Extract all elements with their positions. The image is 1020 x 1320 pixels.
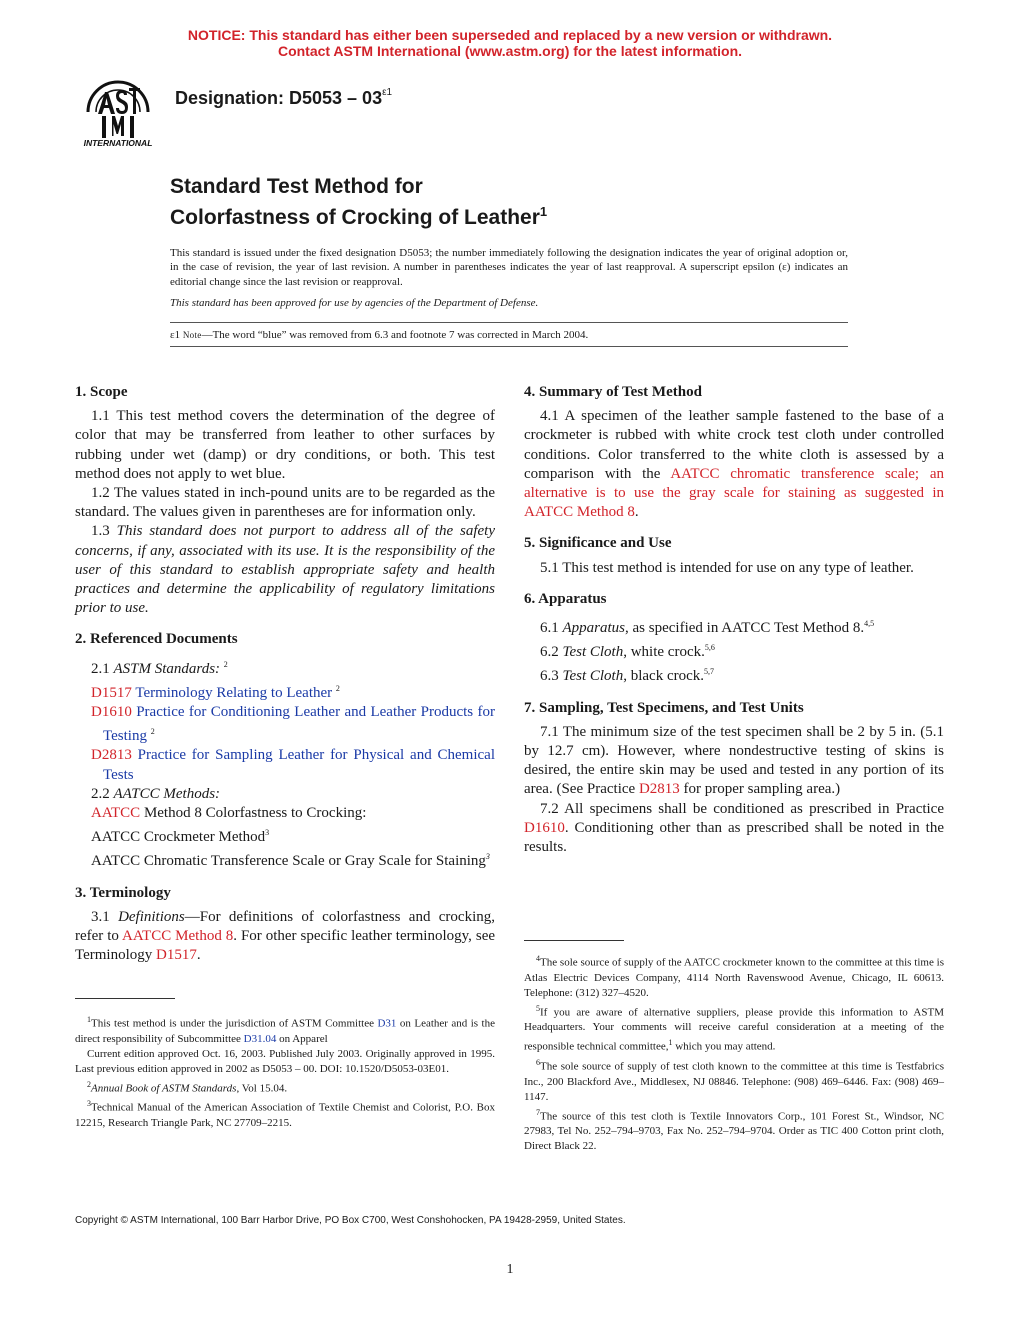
section-1-3-text: This standard does not purport to address all of the safety concerns, if any, associated with its use. It is the responsibility of the user of this standard to establish appropriate safety and health practices and determine the applicability of regulatory limitations prior to use. [75, 523, 496, 617]
left-column [75, 383, 495, 965]
ref-fn: 2 [335, 683, 340, 693]
section-3-1-text-b: . For other specific leather terminology, see Terminology [75, 928, 496, 964]
footnote-1-text-a: This test method is under the jurisdiction of ASTM Committee [91, 1017, 374, 1030]
section-1-1: 1.1 This test method covers the determination of the degree of color that may be transferred from leather to other surfaces by rubbing under wet (damp) or dry conditions, or both. This test method does not apply to wet blue. [75, 408, 495, 482]
section-3-1-num: 3.1 [91, 908, 110, 925]
d2813-link[interactable]: D2813 [638, 781, 680, 798]
section-3-1-term: Definitions [118, 908, 185, 925]
section-2-2-label: AATCC Methods: [113, 785, 221, 802]
item-term: Test Cloth [562, 668, 624, 685]
footnote-3 [75, 1096, 495, 1131]
ref-item[interactable] [75, 679, 495, 703]
footnote-rule-left [75, 998, 175, 999]
title-footnote-ref: 1 [539, 204, 548, 219]
astm-logo-icon [76, 74, 160, 148]
title-line-2 [170, 199, 547, 230]
section-3-1-text-c: . [196, 947, 201, 964]
footnote-5-num: 5 [536, 1003, 540, 1013]
footnote-1-text-c: on Apparel [279, 1032, 328, 1045]
section-6-3 [524, 662, 944, 686]
aatcc-method-8-link[interactable]: AATCC Method 8 [122, 928, 234, 945]
section-5-1: 5.1 This test method is intended for use on any type of leather. [540, 559, 914, 576]
section-7-1-text-b: for proper sampling area.) [683, 781, 841, 798]
section-7-2-text-b: . Conditioning other than as prescribed shall be noted in the results. [524, 819, 944, 856]
title-line-1: Standard Test Method for [170, 175, 423, 198]
section-7-2 [524, 800, 944, 858]
section-7-1-text-a: 7.1 The minimum size of the test specimen shall be 2 by 5 in. (5.1 by 12.7 cm). However, where nondestructive testing of skins is desired, the entire skin may be used and tested in any portion of its area. (See Practice [524, 723, 944, 798]
right-column [524, 383, 944, 857]
d1610-link[interactable]: D1610 [524, 819, 565, 836]
section-6-1 [524, 614, 944, 638]
footnote-7 [524, 1105, 944, 1155]
aatcc-scale-link[interactable]: AATCC chromatic transference scale; an alternative is to use the gray scale for staining as suggested in AATCC Method 8 [524, 465, 944, 521]
aatcc-method-8-title: Method 8 Colorfastness to Crocking: [143, 805, 367, 822]
item-text: , white crock. [623, 644, 705, 661]
notice-line-1: NOTICE: This standard has either been superseded and replaced by a new version or withdrawn. [187, 27, 833, 43]
editorial-mark: ε1 [170, 329, 181, 341]
copyright-line: Copyright © ASTM International, 100 Barr Harbor Drive, PO Box C700, West Conshohocken, PA 19428-2959, United States. [75, 1215, 626, 1226]
section-1-2: 1.2 The values stated in inch-pound units are to be regarded as the standard. The values given in parentheses are for information only. [75, 485, 495, 521]
item-num: 6.1 [540, 620, 559, 637]
section-3-1 [75, 908, 495, 966]
footnote-1-num: 1 [87, 1015, 91, 1024]
preamble [170, 246, 848, 311]
ref-code[interactable]: D1610 [91, 704, 132, 721]
withdrawal-notice [0, 27, 1020, 59]
section-2-1-label: ASTM Standards: [113, 660, 221, 677]
item-num: 6.2 [540, 644, 559, 661]
footnote-6-text: The sole source of supply of test cloth known to the committee at this time is Testfabrics Inc., 200 Blackford Ave., Middlesex, NJ 08846. Telephone: (908) 469–6446. Fax: (908) 469–1147. [524, 1060, 944, 1103]
footnote-4 [524, 951, 944, 1001]
editorial-note [170, 328, 848, 342]
footnote-5-text-a: If you are aware of alternative suppliers, please provide this information to ASTM Headquarters. Your comments will receive careful consideration at a meeting of the responsible technical committee, [524, 1006, 944, 1053]
section-1-3 [75, 522, 495, 618]
footnote-4-num: 4 [536, 954, 540, 963]
footnote-1-text-b: on Leather and is the direct responsibility of Subcommittee [75, 1017, 495, 1045]
preamble-rule-top [170, 322, 848, 323]
document-title [170, 174, 547, 230]
title-line-2-text: Colorfastness of Crocking of Leather [170, 206, 540, 229]
d31-04-link[interactable]: D31.04 [243, 1032, 277, 1045]
section-2-1-num: 2.1 [91, 660, 110, 677]
section-7-1 [524, 723, 944, 800]
item-num: 6.3 [540, 668, 559, 685]
designation [175, 88, 392, 109]
footnote-5-text-b: which you may attend. [675, 1040, 776, 1053]
section-2-1 [75, 655, 495, 679]
footnotes-right [524, 951, 944, 1154]
section-2-heading: 2. Referenced Documents [75, 631, 238, 648]
item-term: Apparatus [562, 620, 626, 637]
section-4-1 [524, 407, 944, 522]
footnote-2-num: 2 [87, 1079, 91, 1089]
section-7-heading: 7. Sampling, Test Specimens, and Test Units [524, 699, 804, 716]
ref-title[interactable]: Practice for Sampling Leather for Physical and Chemical Tests [103, 747, 495, 783]
footnote-5-sup: 1 [668, 1038, 673, 1048]
ref-fn: 2 [150, 727, 155, 737]
ref-code[interactable]: D2813 [91, 747, 132, 764]
section-2-2 [75, 785, 495, 804]
item-text: , as specified in AATCC Test Method 8. [625, 620, 865, 637]
section-2-2-num: 2.2 [91, 785, 110, 802]
designation-label: Designation: D5053 – 03 [175, 88, 383, 108]
footnote-5 [524, 1001, 944, 1055]
aatcc-crockmeter [75, 823, 495, 847]
item-term: Test Cloth [562, 644, 624, 661]
footnote-2-rest: , Vol 15.04. [236, 1082, 288, 1095]
issue-statement: This standard is issued under the fixed designation D5053; the number immediately following the designation indicates the year of original adoption or, in the case of revision, the year of last revision. A number in parentheses indicates the year of last reapproval. A superscript epsilon (ε) indicates an editorial change since the last revision or reapproval. [170, 247, 848, 288]
astm-logo [76, 74, 160, 148]
footnote-7-num: 7 [536, 1107, 540, 1117]
aatcc-crockmeter-fn: 3 [265, 828, 270, 838]
aatcc-method-8 [75, 804, 495, 823]
aatcc-scale [75, 847, 495, 871]
footnote-3-text: Technical Manual of the American Association of Textile Chemist and Colorist, P.O. Box 12215, Research Triangle Park, NC 27709–2215. [75, 1101, 495, 1129]
footnote-rule-right [524, 940, 624, 941]
section-6-2 [524, 638, 944, 662]
ref-item[interactable] [75, 703, 495, 746]
section-6-heading: 6. Apparatus [524, 590, 607, 607]
aatcc-link[interactable]: AATCC [91, 805, 141, 822]
section-7-2-text-a: 7.2 All specimens shall be conditioned as prescribed in Practice [540, 800, 944, 817]
footnote-6 [524, 1055, 944, 1105]
ref-code[interactable]: D1517 [91, 684, 132, 701]
section-4-heading: 4. Summary of Test Method [524, 384, 702, 400]
section-4-1-text-b: . [634, 504, 639, 521]
section-1-heading: 1. Scope [75, 384, 128, 400]
footnotes-left [75, 1012, 495, 1131]
item-fn: 5,6 [704, 643, 715, 653]
item-text: , black crock. [623, 668, 705, 685]
ref-title[interactable]: Terminology Relating to Leather [135, 684, 333, 701]
aatcc-scale-fn: 3 [485, 852, 490, 862]
preamble-rule-bottom [170, 346, 848, 347]
designation-epsilon: ε1 [382, 87, 393, 98]
ref-title[interactable]: Practice for Conditioning Leather and Leather Products for Testing [103, 704, 496, 745]
footnote-7-text: The source of this test cloth is Textile Innovators Corp., 101 Forest St., Windsor, NC 27983, Tel No. 252–794–9703, Fax No. 252–794–9704. Order as TIC 400 Cotton print cloth, Direct Black 22. [524, 1110, 944, 1153]
d1517-link[interactable]: D1517 [156, 947, 197, 964]
footnote-2 [75, 1077, 495, 1097]
logo-text: INTERNATIONAL [83, 138, 153, 148]
item-fn: 5,7 [704, 667, 715, 677]
d31-link[interactable]: D31 [377, 1017, 397, 1030]
section-4-1-text-a: 4.1 A specimen of the leather sample fastened to the base of a crockmeter is rubbed with white crock test cloth under controlled conditions. Color transferred to the white cloth is assessed by a comparison with the [524, 408, 944, 482]
aatcc-scale-title: AATCC Chromatic Transference Scale or Gray Scale for Staining [91, 853, 486, 870]
section-3-1-text-a: —For definitions of colorfastness and crocking, refer to [75, 908, 495, 945]
aatcc-crockmeter-title: AATCC Crockmeter Method [91, 829, 266, 846]
item-fn: 4,5 [864, 619, 875, 629]
footnote-3-num: 3 [87, 1099, 91, 1109]
editorial-label: Note [182, 330, 202, 340]
footnote-1-edition: Current edition approved Oct. 16, 2003. Published July 2003. Originally approved in 1995. Last previous edition approved in 2002 as D5053 – 00. DOI: 10.1520/D5053-03E01. [75, 1047, 495, 1075]
section-1-3-num: 1.3 [91, 523, 110, 540]
notice-line-2: Contact ASTM International (www.astm.org) for the latest information. [277, 43, 743, 59]
footnote-4-text: The sole source of supply of the AATCC crockmeter known to the committee at this time is Atlas Electric Devices Company, 4114 North Ravenswood Avenue, Chicago, IL 60613. Telephone: (312) 327–4520. [524, 956, 944, 999]
footnote-6-num: 6 [536, 1057, 540, 1067]
defense-statement: This standard has been approved for use by agencies of the Department of Defense. [170, 297, 539, 310]
footnote-2-italic: Annual Book of ASTM Standards [91, 1082, 237, 1095]
section-3-heading: 3. Terminology [75, 884, 171, 901]
page-number: 1 [506, 1262, 514, 1277]
editorial-text: —The word “blue” was removed from 6.3 and footnote 7 was corrected in March 2004. [201, 329, 589, 341]
ref-item[interactable] [75, 746, 495, 784]
section-2-1-fn: 2 [223, 659, 228, 669]
footnote-1 [75, 1012, 495, 1047]
section-5-heading: 5. Significance and Use [524, 535, 672, 552]
